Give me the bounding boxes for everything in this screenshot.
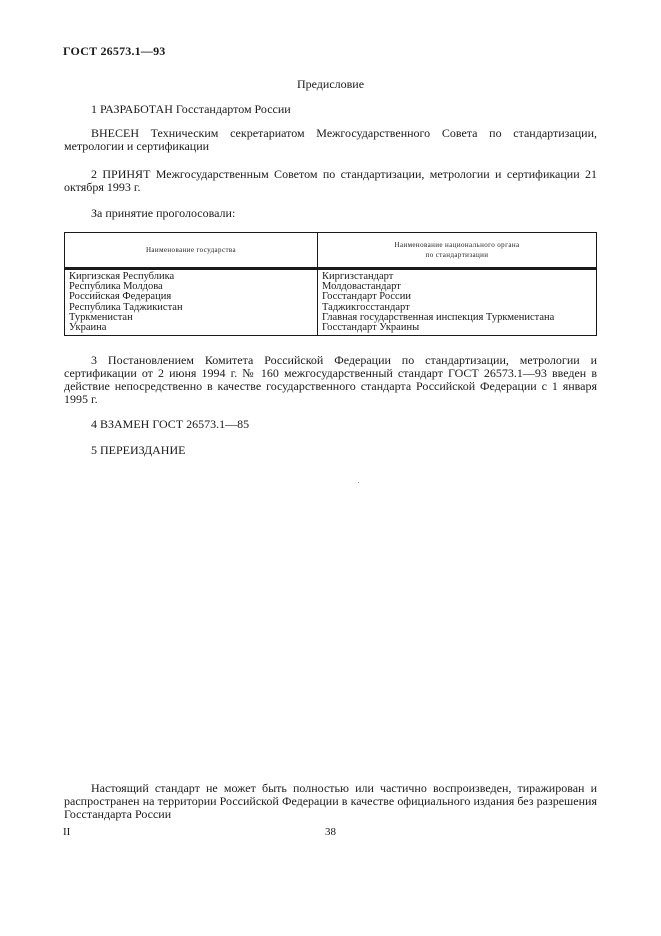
table-cell-state: Украина <box>69 322 107 334</box>
table-cell-body: Киргизстандарт <box>322 271 394 282</box>
preface-title: Предисловие <box>296 77 365 91</box>
copyright-notice: Настоящий стандарт не может быть полностью или частично воспроизведен, тиражирован и распространен на территории Российской Федерации в качестве официального издания без разрешения Госстандарта России <box>64 781 597 821</box>
table-cell-body: Таджикгосстандарт <box>322 301 410 313</box>
paragraph-replaces: 4 ВЗАМЕН ГОСТ 26573.1—85 <box>91 417 250 431</box>
vote-table <box>64 232 597 336</box>
table-cell-state: Российская Федерация <box>69 291 172 303</box>
table-cell-body: Госстандарт России <box>322 291 411 303</box>
table-cell-state: Туркменистан <box>69 311 133 323</box>
paragraph-developed: 1 РАЗРАБОТАН Госстандартом России <box>91 102 291 116</box>
paragraph-resolution: 3 Постановлением Комитета Российской Федерации по стандартизации, метрологии и сертификации от 2 июня 1994 г. № 160 межгосударственный стандарт ГОСТ 26573.1—93 введен в действие непосредственно в качестве государственного стандарта Российской Федерации с 1 января 1995 г. <box>64 353 597 406</box>
table-cell-state: Республика Таджикистан <box>69 301 183 313</box>
table-cell-body: Молдовастандарт <box>322 281 401 293</box>
roman-page-number: II <box>63 826 71 838</box>
header-state: Наименование государства <box>65 233 318 269</box>
vote-table-header-row <box>65 233 597 269</box>
paragraph-voted: За принятие проголосовали: <box>91 206 236 220</box>
header-body <box>318 233 597 269</box>
states-column <box>65 269 318 336</box>
table-cell-state: Киргизская Республика <box>69 271 175 282</box>
document-code-header: ГОСТ 26573.1—93 <box>63 44 166 58</box>
paragraph-accepted: 2 ПРИНЯТ Межгосударственным Советом по стандартизации, метрологии и сертификации 21 октября 1993 г. <box>64 167 597 194</box>
table-cell-body: Госстандарт Украины <box>322 322 420 334</box>
page-number: 38 <box>325 826 336 838</box>
bodies-column <box>318 269 597 336</box>
table-cell-body: Главная государственная инспекция Туркменистана <box>322 311 555 323</box>
vote-table-body-row <box>65 269 597 336</box>
table-cell-state: Республика Молдова <box>69 281 163 293</box>
stray-dot-mark <box>358 482 359 483</box>
paragraph-reissue: 5 ПЕРЕИЗДАНИЕ <box>91 443 186 457</box>
header-body-line1: Наименование национального органа <box>394 241 520 249</box>
paragraph-introduced: ВНЕСЕН Техническим секретариатом Межгосударственного Совета по стандартизации, метрологии и сертификации <box>64 126 597 153</box>
header-body-line2: по стандартизации <box>425 251 489 259</box>
